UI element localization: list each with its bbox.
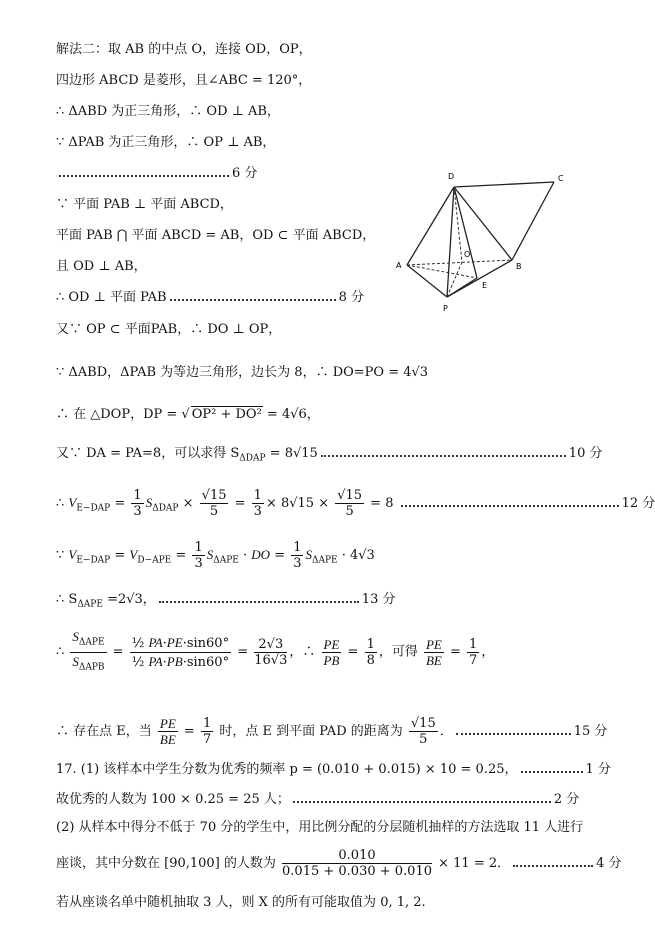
score-line	[56, 166, 257, 182]
pyramid-figure	[392, 165, 572, 315]
vertex-label: B	[516, 262, 522, 271]
score: 15 分	[573, 724, 608, 739]
text-line: ∵ ΔPAB 为正三角形，∴ OP ⊥ AB，	[56, 135, 276, 150]
vertex-label: A	[396, 261, 402, 270]
score-line	[56, 592, 395, 613]
text-line: 四边形 ABCD 是菱形，且∠ABC = 120°，	[56, 73, 312, 88]
subscript: ΔAPE	[77, 599, 103, 610]
text: = 4√6，	[262, 407, 320, 422]
score: 2 分	[553, 792, 580, 807]
score-line	[56, 848, 622, 879]
text: 座谈，其中分数在 [90,100] 的人数为	[56, 856, 281, 871]
text-line: 若从座谈名单中随机抽取 3 人，则 X 的所有可能取值为 0, 1, 2.	[56, 895, 426, 910]
text-line: ∴ 在 △DOP，DP = √ OP² + DO² = 4√6，	[56, 407, 320, 422]
fraction-denominator: 0.015 + 0.030 + 0.010	[282, 864, 432, 879]
score-line	[56, 290, 364, 306]
vertex-label: C	[558, 174, 564, 183]
formula-line: ∵ $V_{E-DAP} = V_{D-APE}$ = $\frac{1}{3}$ $S_{\Delta APE}$ · DO = $\frac{1}{3}$ $S_{\Delta APE} \cdot 4√3$	[56, 540, 375, 571]
vertex-label: O	[464, 250, 471, 259]
vertex-label: E	[482, 281, 488, 290]
score: 10 分	[568, 446, 603, 461]
text: 时，点 E 到平面 PAD 的距离为	[215, 724, 407, 739]
text: 17. (1) 该样本中学生分数为优秀的频率 p = (0.010 + 0.015) × 10 = 0.25，	[56, 762, 518, 777]
score-line	[56, 762, 611, 778]
fraction-numerator: 0.010	[282, 848, 432, 864]
text-line: 且 OD ⊥ AB，	[56, 259, 147, 274]
text: ∴ S	[56, 592, 78, 607]
text-line: 又∵ OP ⊂ 平面PAB，∴ DO ⊥ OP，	[56, 322, 282, 337]
score-line: ∴ 存在点 E，当 $\frac{PE}{BE}$ = $\frac{1}{7}$ 时，点 E 到平面 PAD 的距离为 $\frac{√15}{5}$ ． 15 分	[56, 716, 608, 747]
vertex-label: P	[443, 304, 448, 313]
score: 13 分	[361, 592, 396, 607]
score: 1 分	[585, 762, 611, 777]
text: ∴ 存在点 E，当	[56, 724, 156, 739]
text: × 11 = 2．	[434, 856, 511, 871]
formula-line: ∴ $S_{\Delta APE}$ $S_{\Delta APB}$ = $\frac{\text{½ PA·PE·sin60°}}{\text{½ PA·PB·sin60°}}$ = $\frac{2√3}{16√3}$ ，∴ $\frac{PE}{PB}$ = $\frac{1}{8}$ ，可得 $\frac{PE}{BE}$ = $\frac{1}{7}$ ，	[56, 629, 495, 673]
radicand: OP² + DO²	[191, 407, 262, 422]
text: 又∵ DA = PA=8，可以求得 S	[56, 446, 240, 461]
text-line: ∴ ΔABD 为正三角形，∴ OD ⊥ AB，	[56, 104, 280, 119]
text: =2√3，	[102, 592, 156, 607]
text: 故优秀的人数为 100 × 0.25 = 25 人；	[56, 792, 290, 807]
text-line: (2) 从样本中得分不低于 70 分的学生中，用比例分配的分层随机抽样的方法选取 11 人进行	[56, 820, 584, 835]
text-line: 平面 PAB ⋂ 平面 ABCD = AB，OD ⊂ 平面 ABCD，	[56, 228, 376, 243]
score-line	[56, 446, 602, 467]
score: 4 分	[596, 856, 622, 871]
vertex-label: D	[448, 172, 455, 181]
score: 12 分	[621, 496, 655, 511]
formula-line: ∴ $V_{E-DAP}$ = $\frac{1}{3}$ $S_{\Delta DAP}$ × $\frac{√15}{5}$ = $\frac{1}{3}$ × 8√15 × $\frac{√15}{5}$ = 8 12 分	[56, 488, 655, 519]
text: ∴ OD ⊥ 平面 PAB	[56, 290, 167, 305]
score: 6 分	[232, 166, 258, 181]
text: ∴ 在 △DOP，DP =	[56, 407, 182, 422]
text-line: ∵ ΔABD，ΔPAB 为等边三角形，边长为 8，∴ DO=PO = 4√3	[56, 365, 429, 380]
text: = 8√15	[265, 446, 318, 461]
score: 8 分	[338, 290, 365, 305]
text-line: ∵ 平面 PAB ⊥ 平面 ABCD，	[56, 197, 233, 212]
text-line: 解法二：取 AB 的中点 O，连接 OD，OP，	[56, 42, 312, 57]
subscript: ΔDAP	[239, 453, 266, 464]
score-line	[56, 792, 579, 808]
